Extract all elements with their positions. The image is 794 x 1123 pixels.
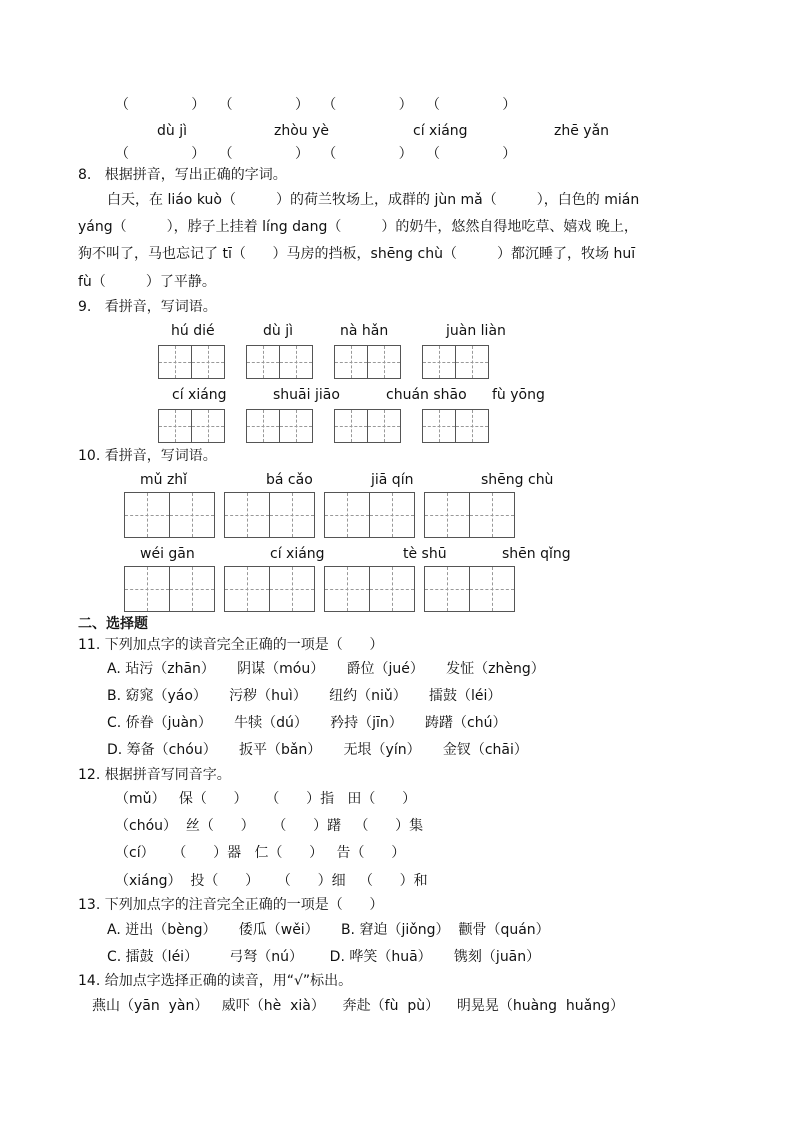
q8-line1: 白天，在 liáo kuò（ ）的荷兰牧场上，成群的 jùn mǎ（ ），白色的 mián	[107, 192, 640, 208]
pinyin-zheyan: zhē yǎn	[554, 123, 610, 139]
pinyin-zhouye: zhòu yè	[274, 123, 330, 139]
paren-row-1[interactable]: （ ） （ ） （ ） （ ）	[115, 97, 517, 113]
q10-pinyin: mǔ zhǐ	[140, 472, 188, 488]
q14-title: 14. 给加点字选择正确的读音，用“√”标出。	[78, 973, 353, 989]
q12-title: 12. 根据拼音写同音字。	[78, 767, 231, 783]
writing-box[interactable]	[224, 492, 314, 538]
writing-box[interactable]	[158, 345, 224, 379]
q12-line: （mǔ） 保（ ） （ ）指 田（ ）	[115, 791, 417, 807]
q10-pinyin: wéi gān	[140, 546, 195, 562]
q9-pinyin: hú dié	[171, 323, 215, 339]
writing-box[interactable]	[334, 409, 400, 443]
q12-line: （xiáng） 投（ ） （ ）细 （ ）和	[115, 873, 428, 889]
q9-pinyin: cí xiáng	[172, 387, 227, 403]
q12-line: （cí） （ ）器 仁（ ） 告（ ）	[115, 845, 406, 861]
q8-line3: 狗不叫了，马也忘记了 tī（ ）马房的挡板，shēng chù（ ）都沉睡了，牧场 huī	[78, 246, 636, 262]
q9-pinyin: nà hǎn	[340, 323, 389, 339]
pinyin-cixiang: cí xiáng	[413, 123, 468, 139]
q8-line4: fù（ ）了平静。	[78, 274, 216, 290]
q12-line: （chóu） 丝（ ） （ ）躇 （ ）集	[115, 818, 424, 834]
q9-pinyin: chuán shāo	[386, 387, 467, 403]
writing-box[interactable]	[124, 566, 214, 612]
q8-line2: yáng（ ），脖子上挂着 líng dang（ ）的奶牛，悠然自得地吃草、嬉戏 晚上，	[78, 219, 638, 235]
q9-pinyin: fù yōng	[492, 387, 545, 403]
writing-box[interactable]	[324, 492, 414, 538]
q13-options-ab[interactable]: A. 迸出（bèng） 倭瓜（wěi） B. 窘迫（jiǒng） 颧骨（quán）	[107, 922, 550, 938]
q9-pinyin: juàn liàn	[446, 323, 506, 339]
q11-title: 11. 下列加点字的读音完全正确的一项是（ ）	[78, 637, 384, 653]
writing-box[interactable]	[334, 345, 400, 379]
q10-pinyin: jiā qín	[371, 472, 414, 488]
option-c[interactable]: C. 侨眷（juàn） 牛犊（dú） 矜持（jīn） 踌躇（chú）	[107, 715, 507, 731]
q9-pinyin: dù jì	[263, 323, 293, 339]
q13-options-cd[interactable]: C. 擂鼓（léi） 弓弩（nú） D. 哗笑（huā） 镌刻（juān）	[107, 949, 541, 965]
writing-box[interactable]	[224, 566, 314, 612]
writing-box[interactable]	[246, 409, 312, 443]
option-b[interactable]: B. 窈窕（yáo） 污秽（huì） 纽约（niǔ） 擂鼓（léi）	[107, 688, 502, 704]
writing-box[interactable]	[422, 409, 488, 443]
q10-pinyin: shēng chù	[481, 472, 554, 488]
q14-choices[interactable]: 燕山（yān yàn） 威吓（hè xià） 奔赴（fù pù） 明晃晃（huàng huǎng）	[92, 998, 624, 1014]
q8-title: 8. 根据拼音，写出正确的字词。	[78, 167, 287, 183]
q9-pinyin: shuāi jiāo	[273, 387, 340, 403]
writing-box[interactable]	[424, 492, 514, 538]
option-a[interactable]: A. 玷污（zhān） 阴谋（móu） 爵位（jué） 发怔（zhèng）	[107, 661, 545, 677]
writing-box[interactable]	[424, 566, 514, 612]
writing-box[interactable]	[158, 409, 224, 443]
writing-box[interactable]	[246, 345, 312, 379]
q10-pinyin: bá cǎo	[266, 472, 313, 488]
q10-pinyin: cí xiáng	[270, 546, 325, 562]
q13-title: 13. 下列加点字的注音完全正确的一项是（ ）	[78, 897, 384, 913]
writing-box[interactable]	[324, 566, 414, 612]
q10-title: 10. 看拼音，写词语。	[78, 448, 217, 464]
q10-pinyin: shēn qǐng	[502, 546, 571, 562]
writing-box[interactable]	[422, 345, 488, 379]
pinyin-dujì: dù jì	[157, 123, 187, 139]
section-heading: 二、选择题	[78, 616, 148, 632]
paren-row-2[interactable]: （ ） （ ） （ ） （ ）	[115, 146, 517, 162]
q10-pinyin: tè shū	[403, 546, 447, 562]
option-d[interactable]: D. 筹备（chóu） 扳平（bǎn） 无垠（yín） 金钗（chāi）	[107, 742, 528, 758]
writing-box[interactable]	[124, 492, 214, 538]
q9-title: 9. 看拼音，写词语。	[78, 299, 217, 315]
